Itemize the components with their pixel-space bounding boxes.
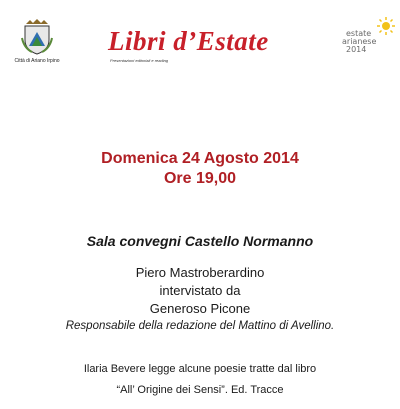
event-time: Ore 19,00 xyxy=(163,170,237,187)
series-title: Libri d’Estate xyxy=(108,26,269,56)
author-name: Piero Mastroberardino xyxy=(135,265,265,280)
estate-logo-line3: 2014 xyxy=(346,45,367,54)
interviewed-by-text: intervistato da xyxy=(159,283,241,298)
interviewer-role: Responsabile della redazione del Mattino di Avellino. xyxy=(65,320,335,332)
interviewer-name: Generoso Picone xyxy=(149,301,251,316)
event-date: Domenica 24 Agosto 2014 xyxy=(101,150,299,167)
estate-logo-line2: arianese xyxy=(342,37,377,46)
event-venue: Sala convegni Castello Normanno xyxy=(86,233,314,249)
estate-arianese-logo xyxy=(340,30,392,54)
city-crest-logo xyxy=(12,18,62,64)
coat-of-arms-icon xyxy=(20,18,54,56)
series-logo xyxy=(108,28,269,63)
book-title: “All’ Origine dei Sensi”. Ed. Tracce xyxy=(116,384,284,396)
reading-description: Ilaria Bevere legge alcune poesie tratte dal libro xyxy=(83,363,317,375)
series-subtitle: Presentazioni editoriali e reading xyxy=(110,58,169,63)
estate-logo-line1: estate xyxy=(346,29,372,38)
city-caption: Città di Ariano Irpino xyxy=(14,58,60,64)
